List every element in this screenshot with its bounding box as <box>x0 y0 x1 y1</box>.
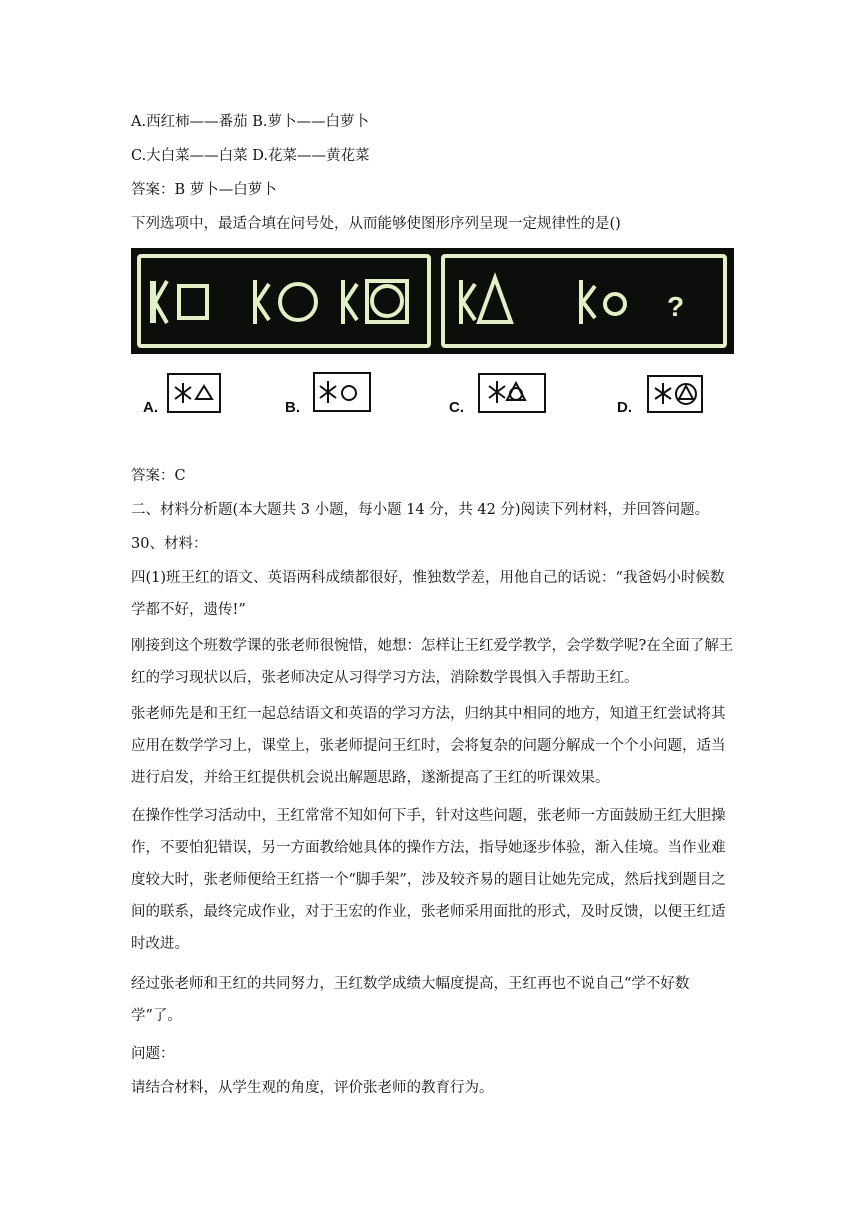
option-a-asterisk <box>175 383 191 403</box>
option-a-box <box>168 374 220 412</box>
material-label: 30、材料： <box>131 536 208 552</box>
material-paragraph-1: 四(1)班王红的语文、英语两科成绩都很好，惟独数学差，用他自己的话说：“我爸妈小时候数学都不好，遗传!” <box>131 570 725 618</box>
material-paragraph-3: 张老师先是和王红一起总结语文和英语的学习方法，归纳其中相同的地方，知道王红尝试将其应用在数学学习上，课堂上，张老师提问王红时，会将复杂的问题分解成一个个小问题，适当进行启发，并给王红提供机会说出解题思路，遂渐提高了王红的听课效果。 <box>131 706 726 786</box>
shape-circle <box>280 284 316 320</box>
shape-circle <box>605 294 625 314</box>
shape-circle <box>372 286 402 316</box>
figure-sequence-svg <box>131 248 734 354</box>
option-b-label: B. <box>285 399 300 416</box>
figure-sequence-image <box>131 248 734 354</box>
shape-k <box>583 286 595 318</box>
option-a-label: A. <box>143 399 158 416</box>
shape-k <box>155 281 167 323</box>
answer-line-1: 答案：B 萝卜—白萝卜 <box>131 182 277 198</box>
shape-k <box>463 284 475 320</box>
material-paragraph-5: 经过张老师和王红的共同努力，王红数学成绩大幅度提高，王红再也不说自己“学不好数学”了。 <box>131 976 690 1024</box>
material-paragraph-4: 在操作性学习活动中，王红常常不知如何下手，针对这些问题，张老师一方面鼓励王红大胆操作，不要怕犯错误，另一方面教给她具体的操作方法，指导她逐步体验，渐入佳境。当作业难度较大时，张老师便给王红搭一个“脚手架”，涉及较齐易的题目让她先完成，然后找到题目之间的联系，最终完成作业，对于王宏的作业，张老师采用面批的形式，及时反馈，以便王红适时改进。 <box>131 808 726 952</box>
option-d-label: D. <box>617 399 632 416</box>
question-text: 请结合材料，从学生观的角度，评价张老师的教育行为。 <box>131 1080 494 1096</box>
material-paragraph-2: 刚接到这个班数学课的张老师很惋惜，她想：怎样让王红爱学教学，会学数学呢?在全面了解王红的学习现状以后，张老师决定从习得学习方法，消除数学畏惧入手帮助王红。 <box>131 638 734 686</box>
option-b-circle <box>342 386 356 400</box>
section-heading: 二、材料分析题(本大题共 3 小题，每小题 14 分，共 42 分)阅读下列材料，并回答问题。 <box>131 502 710 518</box>
option-a-triangle <box>196 386 212 399</box>
shape-triangle <box>479 278 511 322</box>
group-frame-left <box>139 256 429 346</box>
option-c-box <box>479 374 545 412</box>
option-c-label: C. <box>449 399 464 416</box>
shape-square <box>179 286 207 318</box>
answer-line-2: 答案：C <box>131 468 186 484</box>
option-c-asterisk <box>489 381 505 403</box>
option-c-circle <box>510 388 522 400</box>
shape-k <box>257 284 269 320</box>
options-svg <box>131 366 734 424</box>
question-mark: ? <box>667 291 685 322</box>
question-label: 问题： <box>131 1046 175 1062</box>
shape-k <box>345 284 357 320</box>
question-line: 下列选项中，最适合填在问号处，从而能够使图形序列呈现一定规律性的是() <box>131 216 621 232</box>
text-line-options-ab: A.西红柿——番茄 B.萝卜——白萝卜 <box>131 114 369 130</box>
option-b-asterisk <box>320 381 336 403</box>
option-d-triangle <box>679 386 693 399</box>
option-d-asterisk <box>655 383 671 404</box>
text-line-options-cd: C.大白菜——白菜 D.花菜——黄花菜 <box>131 148 370 164</box>
options-image <box>131 366 734 424</box>
